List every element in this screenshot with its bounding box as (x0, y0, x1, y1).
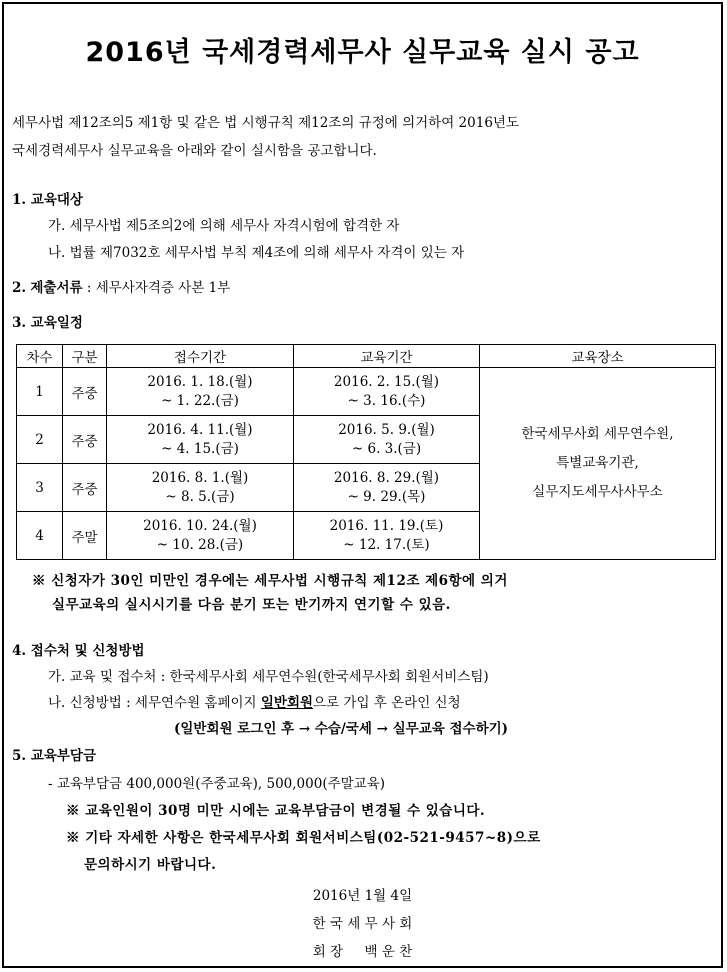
section-4-item-2 (48, 697, 461, 711)
receipt-start: 2016. 1. 18.(월) (147, 373, 253, 390)
section-4-title: 접수처 및 신청방법 (30, 643, 145, 659)
section-1-heading (12, 194, 83, 208)
receipt-end: ~ 10. 28.(금) (156, 536, 244, 553)
item-2-prefix: 나. 신청방법 : 세무연수원 홈페이지 (48, 695, 261, 711)
section-2-text: : 세무사자격증 사본 1부 (86, 280, 231, 296)
section-4-item-1: 가. 교육 및 접수처 : 한국세무사회 세무연수원(한국세무사회 회원서비스팀) (48, 669, 489, 685)
section-5-title: 교육부담금 (30, 748, 97, 764)
intro-line-1: 세무사법 제12조의5 제1항 및 같은 법 시행규칙 제12조의 규정에 의거하여 2016년도 (12, 115, 519, 131)
section-5-heading (12, 750, 96, 764)
header-round: 차수 (17, 345, 63, 368)
section-4-heading (12, 645, 145, 659)
application-path: (일반회원 로그인 후 → 수습/국세 → 실무교육 접수하기) (174, 721, 509, 737)
education-end: ~ 12. 17.(토) (343, 536, 430, 553)
receipt-end: ~ 1. 22.(금) (161, 392, 239, 409)
organization-name: 한 국 세 무 사 회 (312, 916, 413, 932)
signer-name: 회 장 백 운 찬 (312, 944, 413, 960)
general-member-link[interactable]: 일반회원 (260, 695, 314, 711)
cell-education-period (294, 416, 480, 464)
education-start: 2016. 2. 15.(월) (333, 373, 440, 390)
cell-type: 주중 (63, 416, 107, 464)
location-line-2: 특별교육기관, (556, 455, 639, 471)
education-end: ~ 6. 3.(금) (351, 440, 422, 457)
receipt-start: 2016. 4. 11.(월) (147, 421, 253, 438)
section-1-item-1: 가. 세무사법 제5조의2에 의해 세무사 자격시험에 합격한 자 (48, 218, 400, 234)
fee-line: - 교육부담금 400,000원(주중교육), 500,000(주말교육) (48, 776, 386, 792)
section-2-number: 2. (12, 280, 27, 296)
header-receipt-period: 접수기간 (107, 345, 294, 368)
location-line-3: 실무지도세무사사무소 (532, 484, 663, 500)
notice-document (2, 2, 723, 968)
section-5-number: 5. (12, 748, 27, 764)
fee-note-2-line-2: 문의하시기 바랍니다. (84, 857, 217, 873)
receipt-end: ~ 4. 15.(금) (161, 440, 239, 457)
cell-receipt-period (107, 512, 294, 560)
receipt-end: ~ 8. 5.(금) (165, 488, 235, 505)
cell-education-period (294, 464, 480, 512)
education-start: 2016. 5. 9.(월) (338, 421, 435, 438)
cell-receipt-period (107, 464, 294, 512)
education-end: ~ 3. 16.(수) (347, 392, 426, 409)
section-1-number: 1. (12, 192, 27, 208)
section-1-title: 교육대상 (30, 192, 83, 208)
item-2-suffix: 으로 가입 후 온라인 신청 (313, 695, 461, 711)
section-4-number: 4. (12, 643, 27, 659)
education-start: 2016. 8. 29.(월) (333, 469, 440, 486)
cell-education-period (294, 368, 480, 416)
section-2 (12, 282, 230, 296)
cell-location (480, 368, 716, 560)
receipt-start: 2016. 10. 24.(월) (143, 517, 257, 534)
section-3-number: 3. (12, 315, 27, 331)
section-1-item-2: 나. 법률 제7032호 세무사법 부칙 제4조에 의해 세무사 자격이 있는 자 (48, 245, 465, 261)
header-location: 교육장소 (480, 345, 716, 368)
cell-education-period (294, 512, 480, 560)
cell-type: 주중 (63, 368, 107, 416)
section-2-title: 제출서류 (30, 280, 83, 296)
fee-note-2-line-1: ※ 기타 자세한 사항은 한국세무사회 회원서비스팀(02-521-9457~8)으로 (66, 830, 541, 846)
schedule-note-line-2: 실무교육의 실시시기를 다음 분기 또는 반기까지 연기할 수 있음. (52, 597, 451, 613)
cell-type: 주중 (63, 464, 107, 512)
fee-note-1: ※ 교육인원이 30명 미만 시에는 교육부담금이 변경될 수 있습니다. (66, 803, 486, 819)
intro-line-2: 국세경력세무사 실무교육을 아래와 같이 실시함을 공고합니다. (12, 143, 377, 159)
header-type: 구분 (63, 345, 107, 368)
cell-round: 1 (17, 368, 63, 416)
section-3-title: 교육일정 (30, 315, 83, 331)
education-end: ~ 9. 29.(목) (347, 488, 426, 505)
schedule-table (16, 344, 716, 560)
cell-type: 주말 (63, 512, 107, 560)
receipt-start: 2016. 8. 1.(월) (151, 469, 249, 486)
table-header-row (17, 345, 716, 368)
cell-receipt-period (107, 368, 294, 416)
section-3-heading (12, 317, 83, 331)
table-row (17, 368, 716, 416)
cell-round: 4 (17, 512, 63, 560)
page-title: 2016년 국세경력세무사 실무교육 실시 공고 (85, 37, 640, 68)
cell-round: 2 (17, 416, 63, 464)
location-line-1: 한국세무사회 세무연수원, (521, 426, 674, 442)
cell-round: 3 (17, 464, 63, 512)
header-education-period: 교육기간 (294, 345, 480, 368)
notice-date: 2016년 1월 4일 (312, 888, 413, 904)
cell-receipt-period (107, 416, 294, 464)
education-start: 2016. 11. 19.(토) (329, 517, 444, 534)
schedule-note-line-1: ※ 신청자가 30인 미만인 경우에는 세무사법 시행규칙 제12조 제6항에 의거 (32, 573, 508, 589)
